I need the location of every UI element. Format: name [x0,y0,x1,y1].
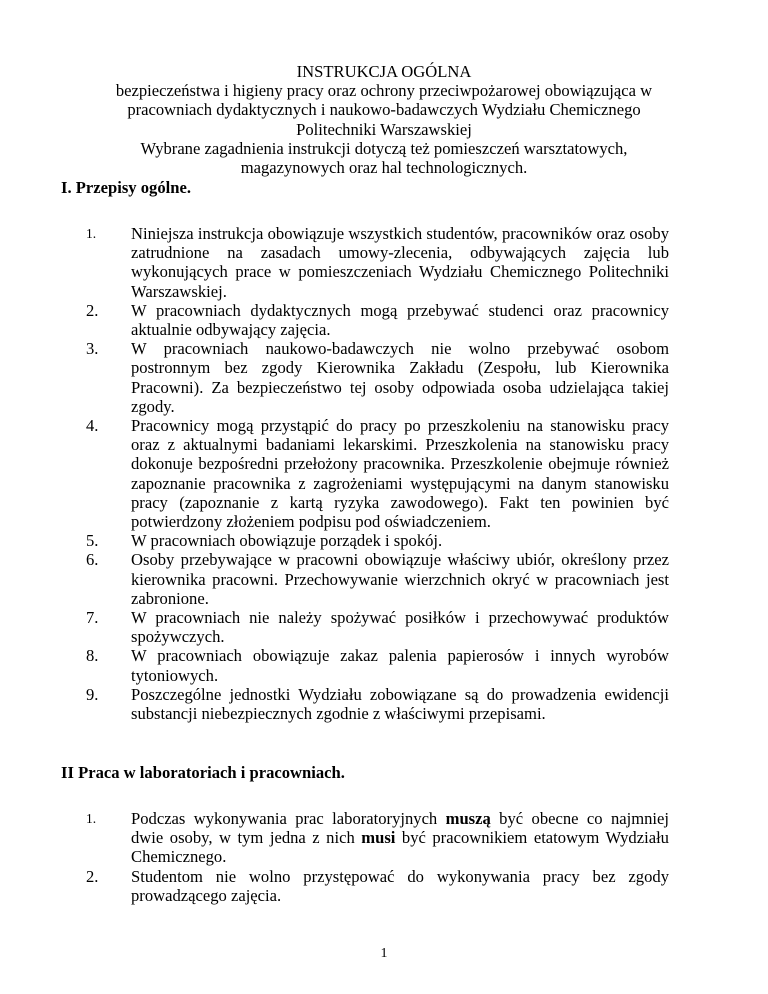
subtitle-line-1: bezpieczeństwa i higieny pracy oraz ochrony przeciwpożarowej obowiązująca w [115,81,653,101]
subtitle-line-3: Politechniki Warszawskiej [296,119,472,139]
list-item-text: W pracowniach nie należy spożywać posiłków i przechowywać produktów spożywczych. [131,608,669,647]
list-item-text: Niniejsza instrukcja obowiązuje wszystkich studentów, pracowników oraz osoby zatrudnione na zasadach umowy-zlecenia, odbywających zajęcia lub wykonujących prace w pomieszczeniach Wydziału Chemicznego Politechniki Warszawskiej. [131,224,669,301]
list-item-text [131,809,669,866]
document-title: INSTRUKCJA OGÓLNA [296,62,472,81]
document-header [60,62,708,177]
list-item [86,339,669,416]
list-item-number: 3. [86,339,99,359]
list-item-number: 2. [86,866,99,886]
list-item [86,301,669,339]
list-item-number: 7. [86,608,99,628]
text-segment: być obecne co najmniej dwie osoby, w tym jedna z nich [131,809,670,848]
section-2-heading: II Praca w laboratoriach i pracowniach. [61,763,345,782]
subtitle-line-4: Wybrane zagadnienia instrukcji dotyczą też pomieszczeń warsztatowych, [140,138,628,158]
list-item [86,224,669,301]
text-segment: być pracownikiem etatowym Wydziału Chemicznego. [131,828,669,867]
list-item [86,550,669,608]
list-item-number: 9. [86,684,99,704]
list-item-text: W pracowniach obowiązuje porządek i spokój. [131,531,443,551]
list-item-text: W pracowniach naukowo-badawczych nie wolno przebywać osobom postronnym bez zgody Kierownika Zakładu (Zespołu, lub Kierownika Pracowni). Za bezpieczeństwo tej osoby odpowiada osoba udzielająca takiej zgody. [131,339,669,416]
emphasis-text: muszą [445,809,491,828]
list-item-number: 2. [86,300,99,320]
section-1-heading: I. Przepisy ogólne. [61,178,191,197]
list-item [86,685,669,723]
list-item-number: 1. [86,811,97,826]
list-item-text: Osoby przebywające w pracowni obowiązuje właściwy ubiór, określony przez kierownika pracowni. Przechowywanie wierzchnich okryć w pracowniach jest zabronione. [131,550,669,608]
list-item-number: 8. [86,646,99,666]
list-item-text: W pracowniach obowiązuje zakaz palenia papierosów i innych wyrobów tytoniowych. [131,646,669,685]
subtitle-line-5: magazynowych oraz hal technologicznych. [240,158,528,178]
list-item-number: 5. [86,531,99,551]
list-item-number: 1. [86,226,97,241]
subtitle-line-2: pracowniach dydaktycznych i naukowo-badawczych Wydziału Chemicznego [127,100,641,120]
section-1-list [86,224,669,723]
list-item [86,531,669,550]
list-item [86,416,669,531]
list-item-number: 6. [86,550,99,570]
list-item-text: Poszczególne jednostki Wydziału zobowiązane są do prowadzenia ewidencji substancji niebezpiecznych zgodnie z właściwymi przepisami. [131,684,669,724]
list-item [86,867,669,905]
list-item-text: Studentom nie wolno przystępować do wykonywania pracy bez zgody prowadzącego zajęcia. [131,866,669,905]
list-item-text: W pracowniach dydaktycznych mogą przebywać studenci oraz pracownicy aktualnie odbywający zajęcia. [131,300,669,340]
list-item-number: 4. [86,416,99,436]
list-item [86,646,669,684]
section-2-list [86,809,669,905]
emphasis-text: musi [361,828,396,848]
list-item [86,809,669,867]
list-item-text: Pracownicy mogą przystąpić do pracy po przeszkoleniu na stanowisku pracy oraz z aktualnymi badaniami lekarskimi. Przeszkolenia na stanowisku pracy dokonuje bezpośredni przełożony pracownika. Przeszkolenie obejmuje również zapoznanie pracownika z zagrożeniami występującymi na danym stanowisku pracy (zapoznanie z kartą ryzyka zawodowego). Fakt ten powinien być potwierdzony złożeniem podpisu pod oświadczeniem. [131,416,669,532]
page-number: 1 [380,946,388,961]
list-item [86,608,669,646]
text-segment: Podczas wykonywania prac laboratoryjnych [131,809,446,828]
